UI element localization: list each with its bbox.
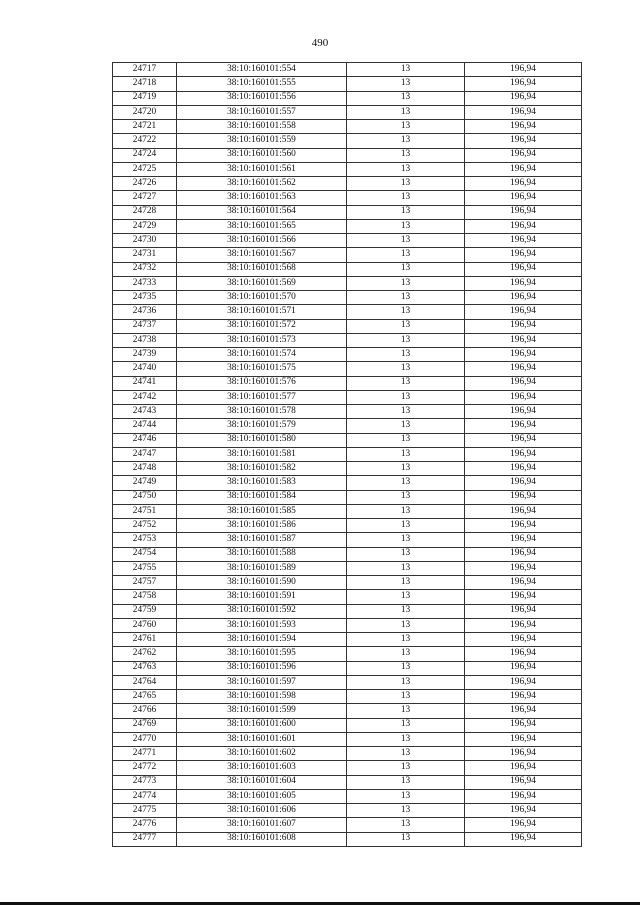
value-cell: 196,94 [465, 191, 582, 205]
cadastral-number-cell: 38:10:160101:559 [177, 134, 347, 148]
share-cell: 13 [347, 690, 465, 704]
cadastral-number-cell: 38:10:160101:605 [177, 789, 347, 803]
share-cell: 13 [347, 832, 465, 846]
share-cell: 13 [347, 419, 465, 433]
record-number-cell: 24726 [113, 177, 177, 191]
share-cell: 13 [347, 576, 465, 590]
value-cell: 196,94 [465, 91, 582, 105]
record-number-cell: 24740 [113, 362, 177, 376]
record-number-cell: 24772 [113, 761, 177, 775]
cadastral-number-cell: 38:10:160101:557 [177, 105, 347, 119]
cadastral-number-cell: 38:10:160101:574 [177, 348, 347, 362]
table-row [113, 818, 582, 832]
share-cell: 13 [347, 604, 465, 618]
value-cell: 196,94 [465, 262, 582, 276]
value-cell: 196,94 [465, 248, 582, 262]
share-cell: 13 [347, 390, 465, 404]
record-number-cell: 24766 [113, 704, 177, 718]
value-cell: 196,94 [465, 561, 582, 575]
record-number-cell: 24777 [113, 832, 177, 846]
value-cell: 196,94 [465, 519, 582, 533]
share-cell: 13 [347, 405, 465, 419]
table-row [113, 789, 582, 803]
value-cell: 196,94 [465, 234, 582, 248]
record-number-cell: 24735 [113, 291, 177, 305]
cadastral-number-cell: 38:10:160101:563 [177, 191, 347, 205]
cadastral-number-cell: 38:10:160101:555 [177, 77, 347, 91]
table-row [113, 134, 582, 148]
record-number-cell: 24764 [113, 675, 177, 689]
share-cell: 13 [347, 63, 465, 77]
record-number-cell: 24741 [113, 376, 177, 390]
value-cell: 196,94 [465, 462, 582, 476]
value-cell: 196,94 [465, 675, 582, 689]
value-cell: 196,94 [465, 647, 582, 661]
table-row [113, 476, 582, 490]
value-cell: 196,94 [465, 291, 582, 305]
record-number-cell: 24774 [113, 789, 177, 803]
cadastral-number-cell: 38:10:160101:575 [177, 362, 347, 376]
record-number-cell: 24751 [113, 504, 177, 518]
value-cell: 196,94 [465, 177, 582, 191]
table-row [113, 647, 582, 661]
record-number-cell: 24757 [113, 576, 177, 590]
share-cell: 13 [347, 704, 465, 718]
table-row [113, 291, 582, 305]
cadastral-number-cell: 38:10:160101:584 [177, 490, 347, 504]
record-number-cell: 24762 [113, 647, 177, 661]
value-cell: 196,94 [465, 604, 582, 618]
table-row [113, 690, 582, 704]
value-cell: 196,94 [465, 504, 582, 518]
record-number-cell: 24748 [113, 462, 177, 476]
table-row [113, 376, 582, 390]
share-cell: 13 [347, 561, 465, 575]
cadastral-number-cell: 38:10:160101:570 [177, 291, 347, 305]
table-row [113, 675, 582, 689]
cadastral-number-cell: 38:10:160101:583 [177, 476, 347, 490]
share-cell: 13 [347, 533, 465, 547]
value-cell: 196,94 [465, 490, 582, 504]
value-cell: 196,94 [465, 134, 582, 148]
record-number-cell: 24721 [113, 120, 177, 134]
table-row [113, 148, 582, 162]
cadastral-number-cell: 38:10:160101:597 [177, 675, 347, 689]
share-cell: 13 [347, 462, 465, 476]
value-cell: 196,94 [465, 77, 582, 91]
record-number-cell: 24759 [113, 604, 177, 618]
table-row [113, 533, 582, 547]
record-number-cell: 24765 [113, 690, 177, 704]
table-row [113, 618, 582, 632]
record-number-cell: 24727 [113, 191, 177, 205]
cadastral-number-cell: 38:10:160101:558 [177, 120, 347, 134]
record-number-cell: 24732 [113, 262, 177, 276]
share-cell: 13 [347, 234, 465, 248]
table-row [113, 804, 582, 818]
value-cell: 196,94 [465, 63, 582, 77]
value-cell: 196,94 [465, 633, 582, 647]
share-cell: 13 [347, 647, 465, 661]
cadastral-number-cell: 38:10:160101:591 [177, 590, 347, 604]
table-row [113, 191, 582, 205]
cadastral-number-cell: 38:10:160101:568 [177, 262, 347, 276]
table-row [113, 561, 582, 575]
record-number-cell: 24770 [113, 732, 177, 746]
cadastral-number-cell: 38:10:160101:586 [177, 519, 347, 533]
record-number-cell: 24742 [113, 390, 177, 404]
cadastral-number-cell: 38:10:160101:566 [177, 234, 347, 248]
table-row [113, 305, 582, 319]
table-row [113, 162, 582, 176]
table-row [113, 333, 582, 347]
value-cell: 196,94 [465, 305, 582, 319]
value-cell: 196,94 [465, 390, 582, 404]
value-cell: 196,94 [465, 747, 582, 761]
value-cell: 196,94 [465, 818, 582, 832]
table-row [113, 775, 582, 789]
table-row [113, 490, 582, 504]
value-cell: 196,94 [465, 547, 582, 561]
table-row [113, 832, 582, 846]
table-row [113, 462, 582, 476]
table-row [113, 362, 582, 376]
record-number-cell: 24718 [113, 77, 177, 91]
record-number-cell: 24753 [113, 533, 177, 547]
cadastral-number-cell: 38:10:160101:581 [177, 447, 347, 461]
value-cell: 196,94 [465, 376, 582, 390]
record-number-cell: 24754 [113, 547, 177, 561]
record-number-cell: 24731 [113, 248, 177, 262]
cadastral-number-cell: 38:10:160101:554 [177, 63, 347, 77]
record-number-cell: 24758 [113, 590, 177, 604]
record-number-cell: 24749 [113, 476, 177, 490]
value-cell: 196,94 [465, 789, 582, 803]
value-cell: 196,94 [465, 148, 582, 162]
share-cell: 13 [347, 276, 465, 290]
table-row [113, 177, 582, 191]
cadastral-number-cell: 38:10:160101:579 [177, 419, 347, 433]
share-cell: 13 [347, 333, 465, 347]
share-cell: 13 [347, 747, 465, 761]
cadastral-number-cell: 38:10:160101:588 [177, 547, 347, 561]
cadastral-number-cell: 38:10:160101:602 [177, 747, 347, 761]
share-cell: 13 [347, 319, 465, 333]
value-cell: 196,94 [465, 348, 582, 362]
cadastral-number-cell: 38:10:160101:603 [177, 761, 347, 775]
share-cell: 13 [347, 120, 465, 134]
table-row [113, 77, 582, 91]
share-cell: 13 [347, 362, 465, 376]
table-row [113, 91, 582, 105]
value-cell: 196,94 [465, 590, 582, 604]
record-number-cell: 24719 [113, 91, 177, 105]
record-number-cell: 24724 [113, 148, 177, 162]
value-cell: 196,94 [465, 276, 582, 290]
cadastral-number-cell: 38:10:160101:604 [177, 775, 347, 789]
record-number-cell: 24747 [113, 447, 177, 461]
value-cell: 196,94 [465, 319, 582, 333]
table-row [113, 604, 582, 618]
record-number-cell: 24746 [113, 433, 177, 447]
record-number-cell: 24775 [113, 804, 177, 818]
table-row [113, 718, 582, 732]
share-cell: 13 [347, 177, 465, 191]
value-cell: 196,94 [465, 761, 582, 775]
table-row [113, 661, 582, 675]
cadastral-number-cell: 38:10:160101:576 [177, 376, 347, 390]
table-row [113, 105, 582, 119]
value-cell: 196,94 [465, 405, 582, 419]
table-row [113, 419, 582, 433]
share-cell: 13 [347, 148, 465, 162]
table-row [113, 633, 582, 647]
table-row [113, 732, 582, 746]
share-cell: 13 [347, 305, 465, 319]
share-cell: 13 [347, 661, 465, 675]
cadastral-number-cell: 38:10:160101:577 [177, 390, 347, 404]
record-number-cell: 24730 [113, 234, 177, 248]
share-cell: 13 [347, 504, 465, 518]
record-number-cell: 24739 [113, 348, 177, 362]
value-cell: 196,94 [465, 476, 582, 490]
cadastral-number-cell: 38:10:160101:592 [177, 604, 347, 618]
record-number-cell: 24743 [113, 405, 177, 419]
value-cell: 196,94 [465, 333, 582, 347]
table-row [113, 761, 582, 775]
cadastral-number-cell: 38:10:160101:590 [177, 576, 347, 590]
table-row [113, 63, 582, 77]
table-row [113, 120, 582, 134]
table-row [113, 504, 582, 518]
share-cell: 13 [347, 633, 465, 647]
registry-table [112, 62, 582, 847]
share-cell: 13 [347, 348, 465, 362]
share-cell: 13 [347, 433, 465, 447]
value-cell: 196,94 [465, 105, 582, 119]
page-number: 490 [311, 37, 329, 49]
table-row [113, 262, 582, 276]
share-cell: 13 [347, 490, 465, 504]
table-row [113, 348, 582, 362]
record-number-cell: 24722 [113, 134, 177, 148]
value-cell: 196,94 [465, 618, 582, 632]
cadastral-number-cell: 38:10:160101:606 [177, 804, 347, 818]
value-cell: 196,94 [465, 419, 582, 433]
value-cell: 196,94 [465, 205, 582, 219]
share-cell: 13 [347, 732, 465, 746]
record-number-cell: 24755 [113, 561, 177, 575]
table-row [113, 390, 582, 404]
record-number-cell: 24736 [113, 305, 177, 319]
cadastral-number-cell: 38:10:160101:595 [177, 647, 347, 661]
share-cell: 13 [347, 476, 465, 490]
value-cell: 196,94 [465, 162, 582, 176]
cadastral-number-cell: 38:10:160101:608 [177, 832, 347, 846]
record-number-cell: 24763 [113, 661, 177, 675]
cadastral-number-cell: 38:10:160101:587 [177, 533, 347, 547]
record-number-cell: 24750 [113, 490, 177, 504]
record-number-cell: 24760 [113, 618, 177, 632]
table-row [113, 747, 582, 761]
share-cell: 13 [347, 91, 465, 105]
value-cell: 196,94 [465, 704, 582, 718]
cadastral-number-cell: 38:10:160101:569 [177, 276, 347, 290]
cadastral-number-cell: 38:10:160101:560 [177, 148, 347, 162]
share-cell: 13 [347, 162, 465, 176]
record-number-cell: 24729 [113, 219, 177, 233]
value-cell: 196,94 [465, 447, 582, 461]
share-cell: 13 [347, 219, 465, 233]
record-number-cell: 24725 [113, 162, 177, 176]
table-row [113, 219, 582, 233]
share-cell: 13 [347, 447, 465, 461]
cadastral-number-cell: 38:10:160101:582 [177, 462, 347, 476]
cadastral-number-cell: 38:10:160101:578 [177, 405, 347, 419]
record-number-cell: 24717 [113, 63, 177, 77]
share-cell: 13 [347, 675, 465, 689]
record-number-cell: 24761 [113, 633, 177, 647]
share-cell: 13 [347, 77, 465, 91]
value-cell: 196,94 [465, 533, 582, 547]
cadastral-number-cell: 38:10:160101:573 [177, 333, 347, 347]
table-row [113, 248, 582, 262]
share-cell: 13 [347, 105, 465, 119]
cadastral-number-cell: 38:10:160101:599 [177, 704, 347, 718]
share-cell: 13 [347, 248, 465, 262]
table-row [113, 433, 582, 447]
table-body [113, 63, 582, 847]
table-row [113, 405, 582, 419]
cadastral-number-cell: 38:10:160101:607 [177, 818, 347, 832]
table-row [113, 205, 582, 219]
cadastral-number-cell: 38:10:160101:594 [177, 633, 347, 647]
table-row [113, 547, 582, 561]
share-cell: 13 [347, 519, 465, 533]
record-number-cell: 24728 [113, 205, 177, 219]
record-number-cell: 24773 [113, 775, 177, 789]
value-cell: 196,94 [465, 362, 582, 376]
record-number-cell: 24744 [113, 419, 177, 433]
share-cell: 13 [347, 134, 465, 148]
share-cell: 13 [347, 291, 465, 305]
value-cell: 196,94 [465, 219, 582, 233]
cadastral-number-cell: 38:10:160101:556 [177, 91, 347, 105]
share-cell: 13 [347, 789, 465, 803]
record-number-cell: 24737 [113, 319, 177, 333]
table-row [113, 234, 582, 248]
record-number-cell: 24776 [113, 818, 177, 832]
cadastral-number-cell: 38:10:160101:601 [177, 732, 347, 746]
table-row [113, 590, 582, 604]
table-row [113, 447, 582, 461]
share-cell: 13 [347, 818, 465, 832]
record-number-cell: 24769 [113, 718, 177, 732]
value-cell: 196,94 [465, 690, 582, 704]
record-number-cell: 24720 [113, 105, 177, 119]
share-cell: 13 [347, 376, 465, 390]
table-row [113, 576, 582, 590]
cadastral-number-cell: 38:10:160101:562 [177, 177, 347, 191]
share-cell: 13 [347, 191, 465, 205]
cadastral-number-cell: 38:10:160101:593 [177, 618, 347, 632]
cadastral-number-cell: 38:10:160101:596 [177, 661, 347, 675]
record-number-cell: 24752 [113, 519, 177, 533]
value-cell: 196,94 [465, 832, 582, 846]
table-row [113, 704, 582, 718]
share-cell: 13 [347, 804, 465, 818]
cadastral-number-cell: 38:10:160101:561 [177, 162, 347, 176]
cadastral-number-cell: 38:10:160101:572 [177, 319, 347, 333]
share-cell: 13 [347, 205, 465, 219]
value-cell: 196,94 [465, 718, 582, 732]
share-cell: 13 [347, 547, 465, 561]
table-row [113, 276, 582, 290]
share-cell: 13 [347, 618, 465, 632]
record-number-cell: 24738 [113, 333, 177, 347]
cadastral-number-cell: 38:10:160101:567 [177, 248, 347, 262]
cadastral-number-cell: 38:10:160101:585 [177, 504, 347, 518]
cadastral-number-cell: 38:10:160101:589 [177, 561, 347, 575]
cadastral-number-cell: 38:10:160101:598 [177, 690, 347, 704]
value-cell: 196,94 [465, 576, 582, 590]
cadastral-number-cell: 38:10:160101:580 [177, 433, 347, 447]
cadastral-number-cell: 38:10:160101:565 [177, 219, 347, 233]
table-row [113, 319, 582, 333]
share-cell: 13 [347, 775, 465, 789]
value-cell: 196,94 [465, 120, 582, 134]
record-number-cell: 24771 [113, 747, 177, 761]
cadastral-number-cell: 38:10:160101:600 [177, 718, 347, 732]
value-cell: 196,94 [465, 804, 582, 818]
value-cell: 196,94 [465, 732, 582, 746]
share-cell: 13 [347, 718, 465, 732]
share-cell: 13 [347, 590, 465, 604]
record-number-cell: 24733 [113, 276, 177, 290]
cadastral-number-cell: 38:10:160101:571 [177, 305, 347, 319]
value-cell: 196,94 [465, 775, 582, 789]
share-cell: 13 [347, 761, 465, 775]
cadastral-number-cell: 38:10:160101:564 [177, 205, 347, 219]
value-cell: 196,94 [465, 433, 582, 447]
value-cell: 196,94 [465, 661, 582, 675]
table-row [113, 519, 582, 533]
share-cell: 13 [347, 262, 465, 276]
